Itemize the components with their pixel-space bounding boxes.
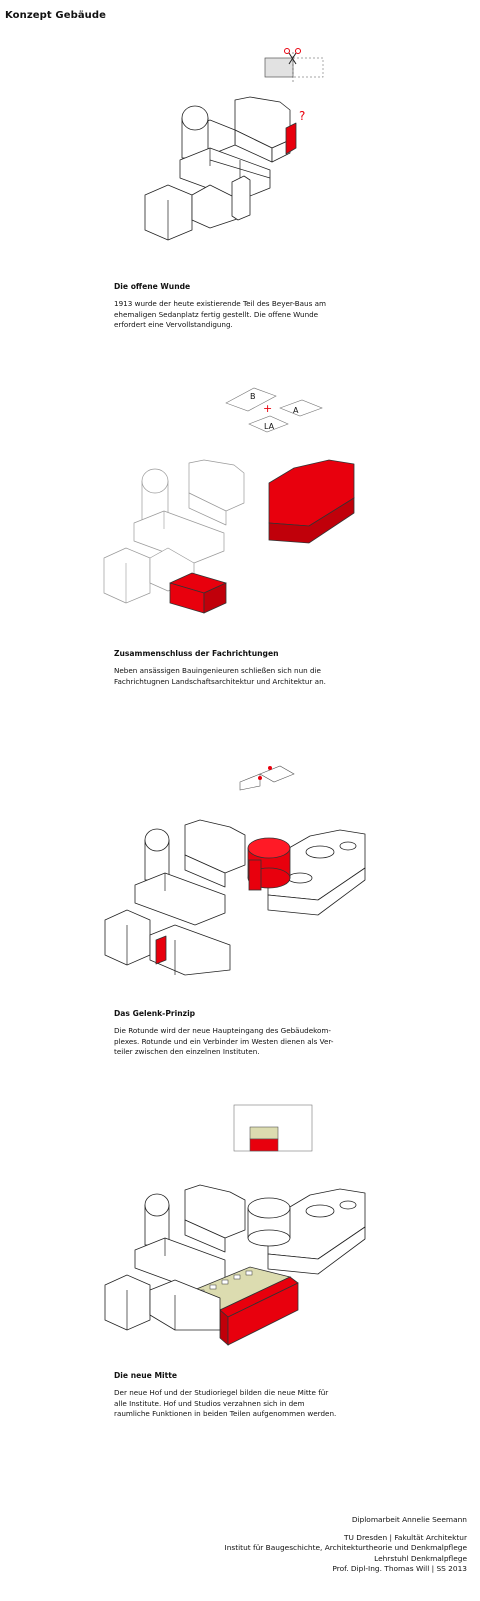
new-volume-landscape: [170, 573, 226, 613]
tile-label-b: B: [250, 392, 256, 401]
page-title: Konzept Gebäude: [5, 10, 107, 21]
section-heading: Zusammenschluss der Fachrichtungen: [114, 649, 279, 658]
building-complex: [105, 820, 245, 975]
section-line: alle Institute. Hof und Studios verzahnen sich in dem: [114, 1398, 305, 1408]
footer-institute: Institut für Baugeschichte, Architekturtheorie und Denkmalpflege: [224, 1543, 467, 1553]
rotunda: [248, 1198, 290, 1246]
west-connector: [156, 936, 166, 964]
diagram-gelenk-prinzip: [100, 760, 370, 970]
section-inset: [234, 1105, 312, 1151]
section-line: Fachrichtugnen Landschaftsarchitektur und Architektur an.: [114, 676, 326, 686]
diagram-offene-wunde: [140, 40, 340, 240]
section-line: 1913 wurde der heute existierende Teil des Beyer-Baus am: [114, 299, 327, 308]
diagram-zusammenschluss: [104, 378, 364, 618]
section-heading: Das Gelenk-Prinzip: [114, 1009, 196, 1018]
hinge-inset: [240, 766, 294, 790]
new-volume-architecture: [269, 460, 354, 543]
section-body: [114, 1388, 354, 1420]
section-line: raumliche Funktionen in beiden Teilen aufgenommen werden.: [114, 1409, 337, 1418]
open-wound-wall: [286, 123, 296, 154]
section-line: teiler zwischen den einzelnen Instituten.: [114, 1047, 260, 1056]
section-heading: Die offene Wunde: [114, 282, 191, 291]
footer-professor: Prof. Dipl-Ing. Thomas Will | SS 2013: [332, 1563, 467, 1573]
section-body: [114, 666, 354, 687]
section-line: Neben ansässigen Bauingenieuren schließen sich nun die: [114, 666, 321, 675]
diagram-neue-mitte: [100, 1105, 370, 1355]
footer-author: Diplomarbeit Annelie Seemann: [351, 1515, 467, 1524]
footer: [225, 1515, 467, 1574]
plus-sign: +: [263, 402, 273, 415]
section-line: Der neue Hof und der Studioriegel bilden die neue Mitte für: [114, 1388, 329, 1397]
section-heading: Die neue Mitte: [114, 1371, 178, 1380]
section-body: [114, 299, 354, 331]
footer-university: TU Dresden | Fakultät Architektur: [344, 1533, 467, 1543]
tile-label-a: A: [293, 406, 299, 415]
question-mark: ?: [299, 109, 306, 123]
section-line: erfordert eine Vervollstandigung.: [114, 320, 233, 329]
footer-chair: Lehrstuhl Denkmalpflege: [374, 1553, 467, 1563]
building-complex: [145, 97, 290, 240]
section-line: Die Rotunde wird der neue Haupteingang des Gebäudekom-: [114, 1026, 332, 1035]
department-tiles: [226, 388, 322, 432]
section-body: [114, 1026, 354, 1058]
section-line: plexes. Rotunde und ein Verbinder im Westen dienen als Ver-: [114, 1036, 334, 1046]
section-line: ehemaligen Sedanplatz fertig gestellt. Die offene Wunde: [114, 309, 319, 319]
rotunda: [248, 838, 290, 890]
tile-label-la: LA: [264, 422, 275, 431]
